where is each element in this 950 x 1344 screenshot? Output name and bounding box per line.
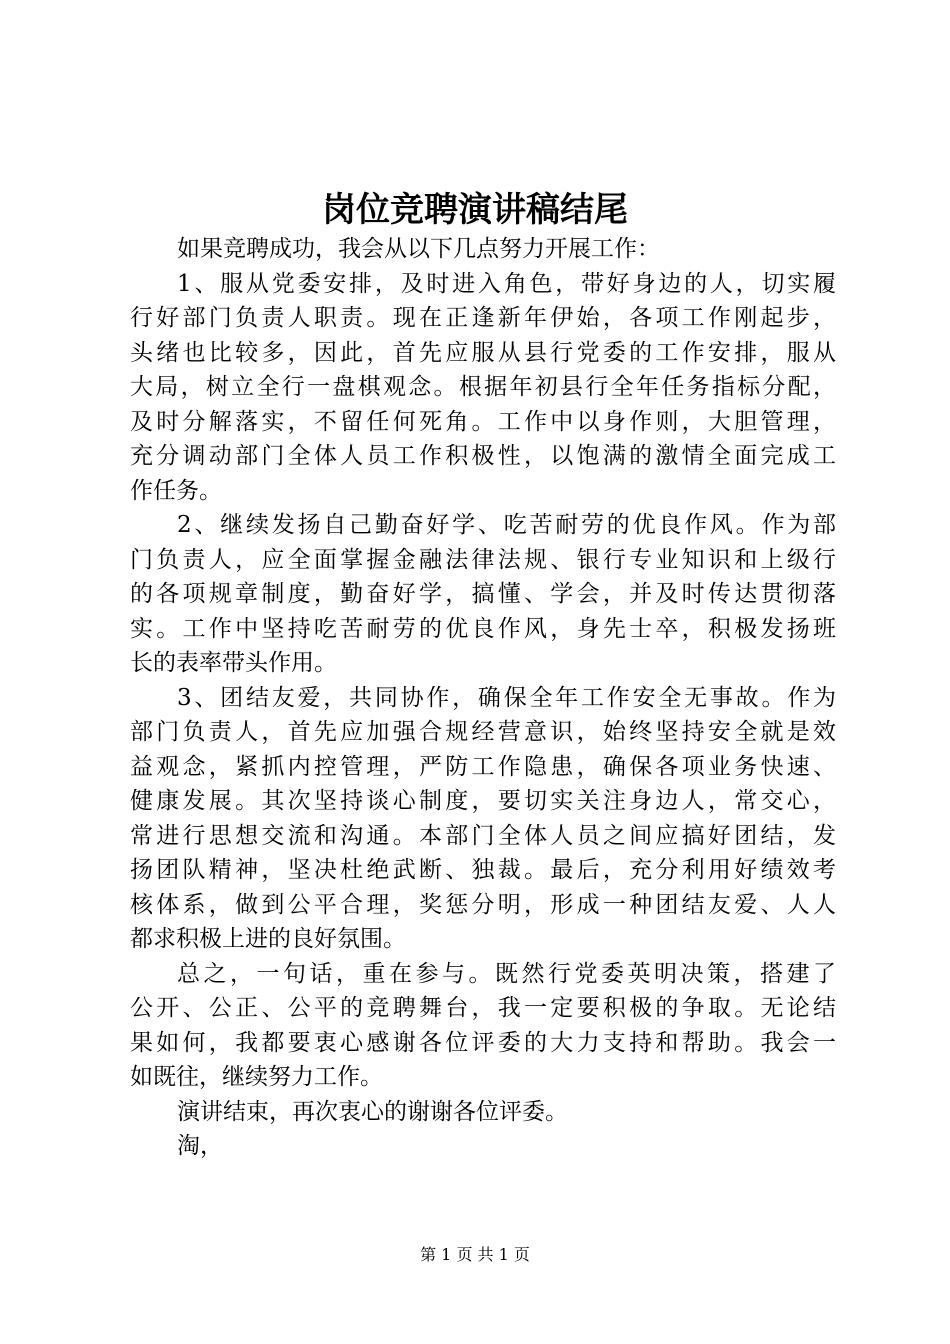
text-line: 实。工作中坚持吃苦耐劳的优良作风，身先士卒，积极发扬班 <box>130 615 836 642</box>
text-line: 3、团结友爱，共同协作，确保全年工作安全无事故。作为 <box>177 684 836 711</box>
text-line: 门负责人，应全面掌握金融法律法规、银行专业知识和上级行 <box>130 546 836 573</box>
text-line: 果如何，我都要衷心感谢各位评委的大力支持和帮助。我会一 <box>130 1029 836 1056</box>
text-line: 大局，树立全行一盘棋观念。根据年初县行全年任务指标分配， <box>130 374 836 400</box>
text-line: 1、服从党委安排，及时进入角色，带好身边的人，切实履 <box>177 270 836 297</box>
text-line: 常进行思想交流和沟通。本部门全体人员之间应搞好团结，发 <box>130 822 836 849</box>
text-line: 总之，一句话，重在参与。既然行党委英明决策，搭建了 <box>177 960 836 987</box>
text-line: 扬团队精神，坚决杜绝武断、独裁。最后，充分利用好绩效考 <box>130 857 836 883</box>
text-line: 及时分解落实，不留任何死角。工作中以身作则，大胆管理， <box>130 408 836 435</box>
text-line: 益观念，紧抓内控管理，严防工作隐患，确保各项业务快速、 <box>130 753 836 780</box>
text-line: 长的表率带头作用。 <box>130 650 337 676</box>
text-line: 都求积极上进的良好氛围。 <box>130 926 406 952</box>
text-line: 作任务。 <box>130 477 222 504</box>
text-line: 健康发展。其次坚持谈心制度，要切实关注身边人，常交心， <box>130 788 836 814</box>
text-line: 充分调动部门全体人员工作积极性，以饱满的激情全面完成工 <box>130 443 836 469</box>
text-line: 演讲结束，再次衷心的谢谢各位评委。 <box>177 1098 568 1125</box>
text-line: 淘， <box>177 1133 223 1159</box>
document-title: 岗位竞聘演讲稿结尾 <box>322 190 628 230</box>
text-line: 头绪也比较多，因此，首先应服从县行党委的工作安排，服从 <box>130 339 836 366</box>
text-line: 行好部门负责人职责。现在正逢新年伊始，各项工作刚起步， <box>130 305 836 331</box>
document-body <box>130 232 836 1164</box>
text-line: 如果竞聘成功，我会从以下几点努力开展工作： <box>177 236 660 262</box>
page-footer: 第 1 页 共 1 页 <box>420 1245 530 1264</box>
text-line: 如既往，继续努力工作。 <box>130 1064 383 1090</box>
text-line: 2、继续发扬自己勤奋好学、吃苦耐劳的优良作风。作为部 <box>177 512 836 538</box>
text-line: 核体系，做到公平合理，奖惩分明，形成一种团结友爱、人人 <box>130 891 836 918</box>
text-line: 部门负责人，首先应加强合规经营意识，始终坚持安全就是效 <box>130 719 836 745</box>
text-line: 的各项规章制度，勤奋好学，搞懂、学会，并及时传达贯彻落 <box>130 581 836 607</box>
text-line: 公开、公正、公平的竞聘舞台，我一定要积极的争取。无论结 <box>130 995 836 1021</box>
